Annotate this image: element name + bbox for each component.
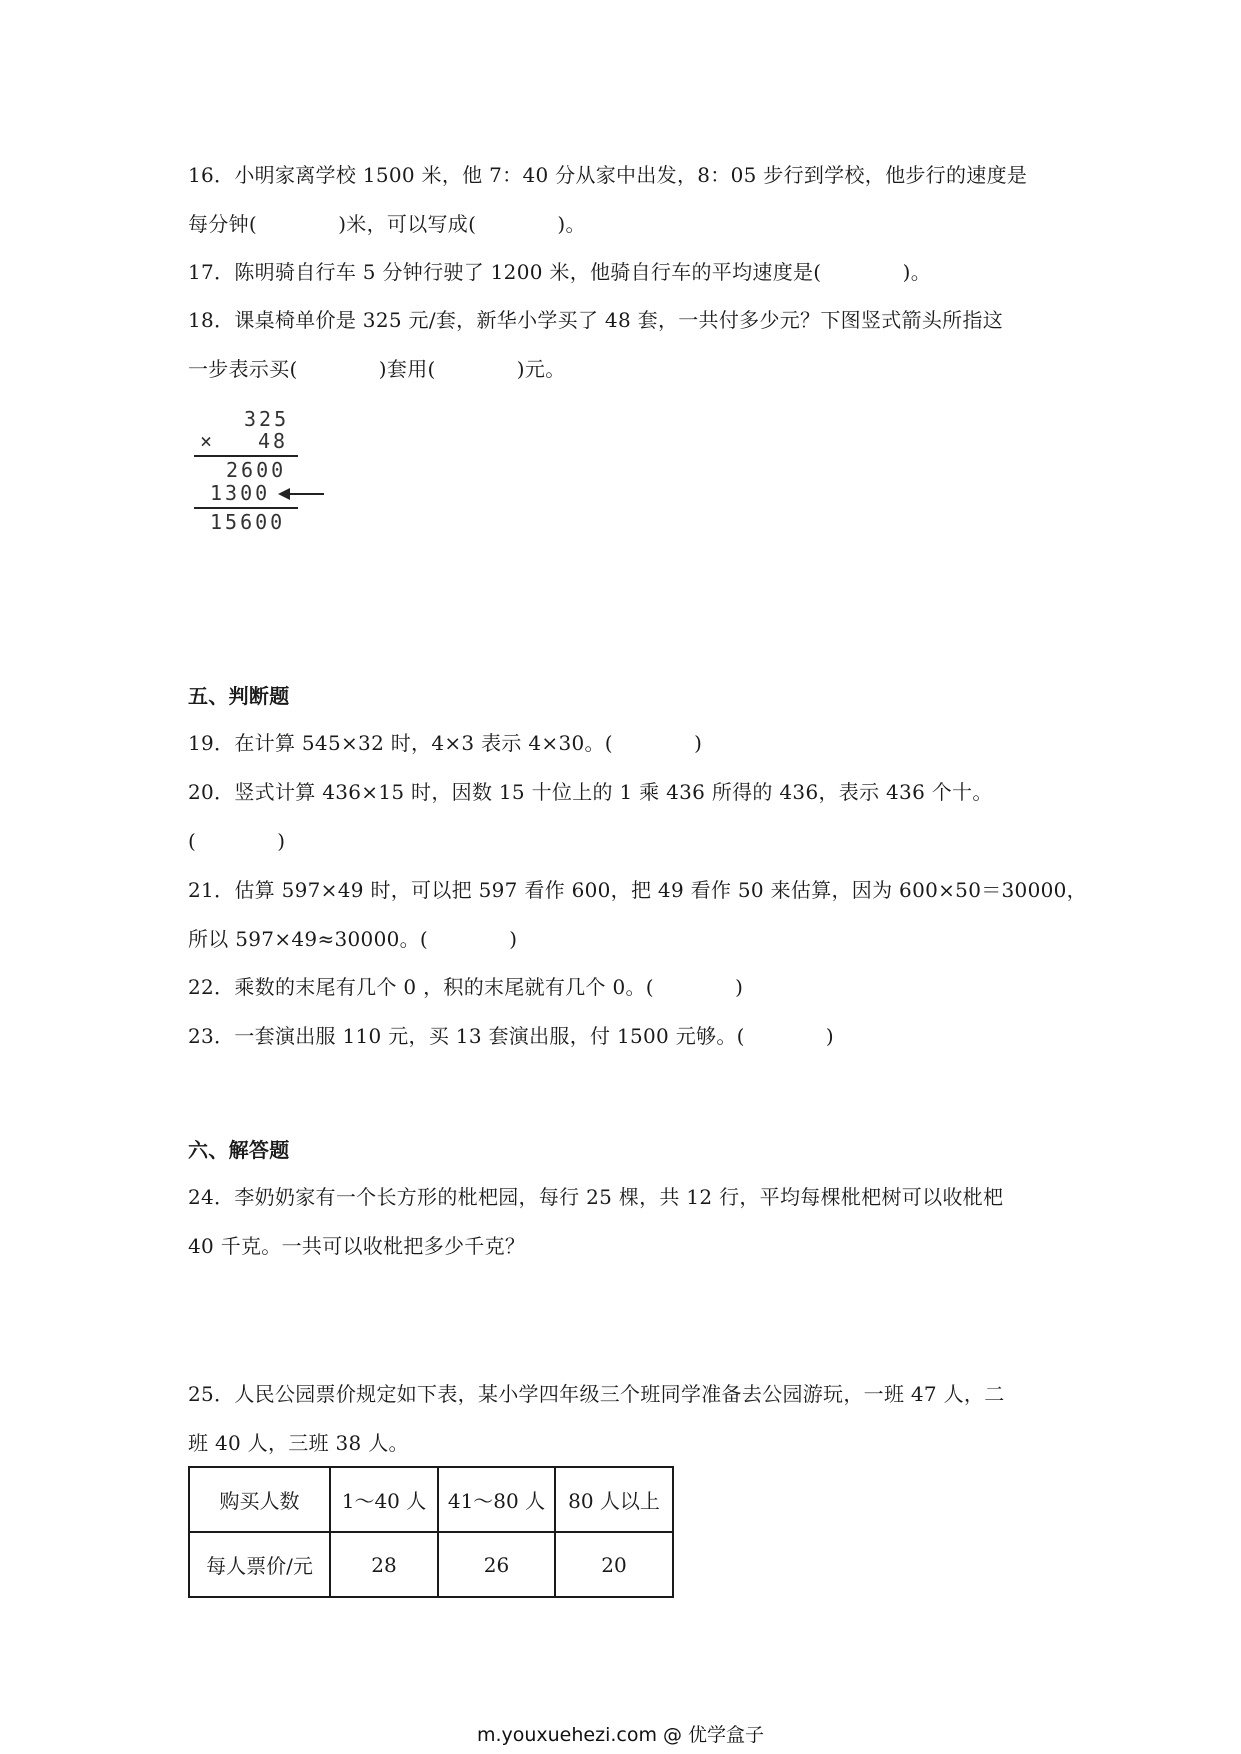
q18-line1: 18．课桌椅单价是 325 元/套，新华小学买了 48 套，一共付多少元？下图竖式箭头所指这 bbox=[188, 308, 1004, 332]
q20-line2: ( ) bbox=[188, 829, 286, 853]
section5-heading: 五、判断题 bbox=[188, 684, 290, 708]
calc-multiplier: 48 bbox=[258, 429, 289, 453]
q24-line2: 40 千克。一共可以收枇把多少千克？ bbox=[188, 1234, 526, 1258]
table-cell: 26 bbox=[438, 1532, 555, 1597]
q18-line2: 一步表示买( )套用( )元。 bbox=[188, 357, 566, 381]
calc-partial2: 1300 bbox=[210, 481, 271, 505]
table-cell: 购买人数 bbox=[189, 1467, 330, 1532]
q17-line1: 17．陈明骑自行车 5 分钟行驶了 1200 米，他骑自行车的平均速度是( )。 bbox=[188, 260, 932, 284]
price-table-row bbox=[189, 1532, 673, 1597]
arrow-left-icon bbox=[276, 486, 326, 502]
q23: 23．一套演出服 110 元，买 13 套演出服，付 1500 元够。( ) bbox=[188, 1024, 835, 1048]
table-cell: 1～40 人 bbox=[330, 1467, 438, 1532]
q22: 22．乘数的末尾有几个 0 ，积的末尾就有几个 0。( ) bbox=[188, 975, 744, 999]
q16-line2: 每分钟( )米，可以写成( )。 bbox=[188, 212, 586, 236]
calc-multiplicand: 325 bbox=[244, 407, 290, 431]
section6-heading: 六、解答题 bbox=[188, 1138, 290, 1162]
q25-line1: 25．人民公园票价规定如下表，某小学四年级三个班同学准备去公园游玩，一班 47 人，二 bbox=[188, 1382, 1005, 1406]
table-cell: 41～80 人 bbox=[438, 1467, 555, 1532]
price-table bbox=[188, 1466, 674, 1598]
table-cell: 28 bbox=[330, 1532, 438, 1597]
table-cell: 20 bbox=[555, 1532, 673, 1597]
calc-rule-top bbox=[194, 455, 298, 457]
calc-times-sign: × bbox=[200, 429, 216, 453]
table-cell: 80 人以上 bbox=[555, 1467, 673, 1532]
calc-partial1: 2600 bbox=[226, 458, 287, 482]
q21-line2: 所以 597×49≈30000。( ) bbox=[188, 927, 518, 951]
q16-line1: 16．小明家离学校 1500 米，他 7：40 分从家中出发，8：05 步行到学校，他步行的速度是 bbox=[188, 163, 1028, 187]
q20-line1: 20．竖式计算 436×15 时，因数 15 十位上的 1 乘 436 所得的 436，表示 436 个十。 bbox=[188, 780, 993, 804]
table-cell: 每人票价/元 bbox=[189, 1532, 330, 1597]
price-table-header-row bbox=[189, 1467, 673, 1532]
q19: 19．在计算 545×32 时，4×3 表示 4×30。( ) bbox=[188, 731, 703, 755]
q24-line1: 24．李奶奶家有一个长方形的枇杷园，每行 25 棵，共 12 行，平均每棵枇杷树可以收枇杷 bbox=[188, 1185, 1004, 1209]
calc-result: 15600 bbox=[210, 510, 286, 534]
footer-watermark: m.youxuehezi.com @ 优学盒子 bbox=[476, 1724, 765, 1746]
q21-line1: 21．估算 597×49 时，可以把 597 看作 600，把 49 看作 50 来估算，因为 600×50＝30000， bbox=[188, 878, 1087, 902]
q25-line2: 班 40 人，三班 38 人。 bbox=[188, 1431, 409, 1455]
calc-rule-bottom bbox=[194, 507, 298, 509]
